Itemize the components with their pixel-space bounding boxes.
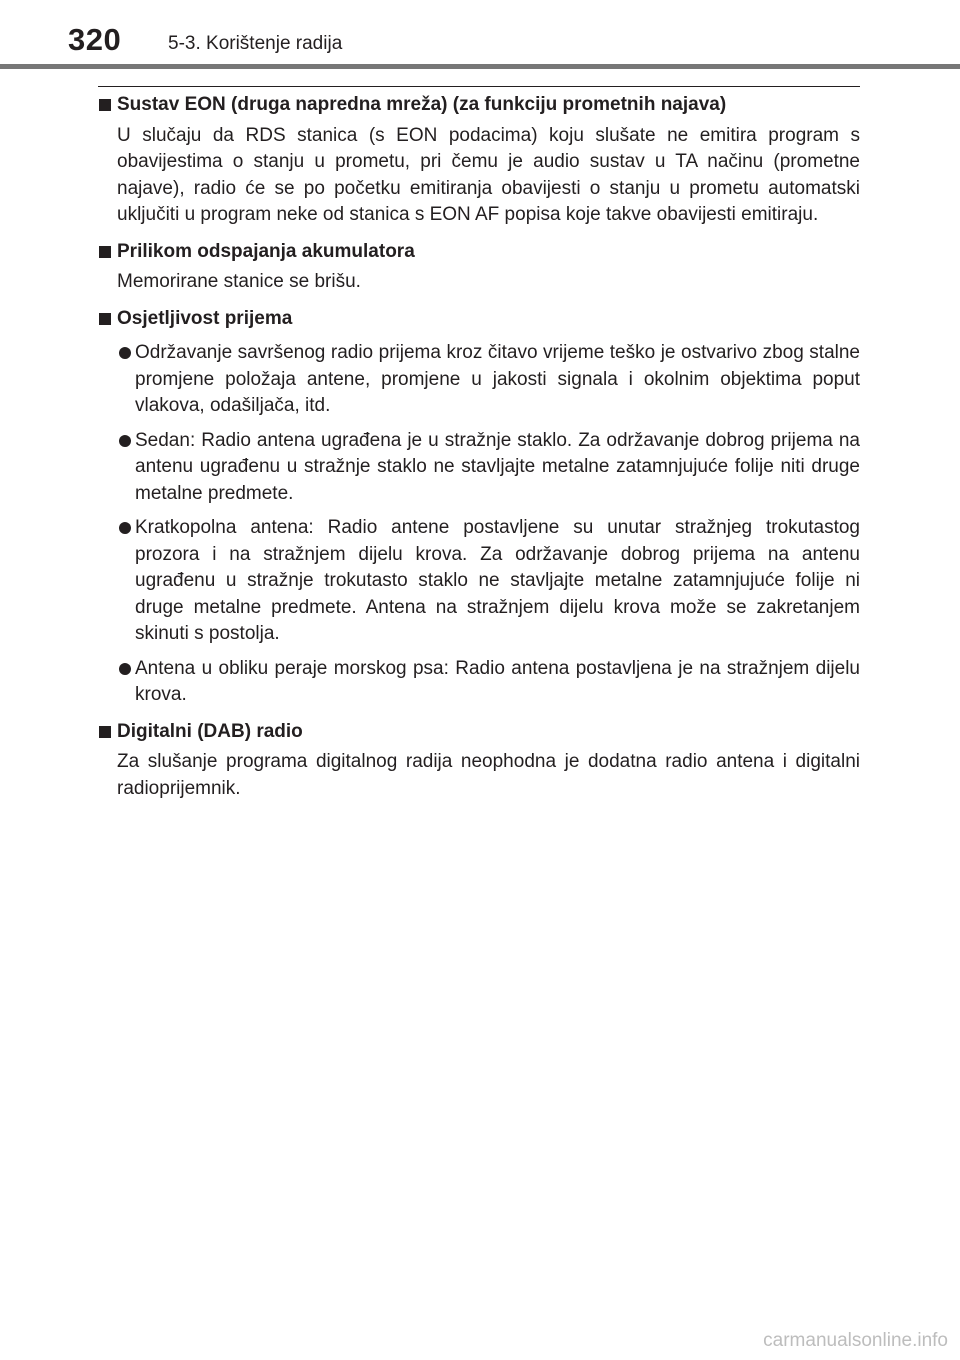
round-bullet-icon [119, 347, 131, 359]
list-item-text: Kratkopolna antena: Radio antene postavljene su unutar stražnjeg trokutastog prozora i na stražnjem dijelu krova. Za održavanje dobrog prijema na antenu ugrađenu u stražnje trokutasto staklo ne stavljajte metalne zatamnjujuće folije ni druge metalne predmete. Antena na stražnjem dijelu krova može se zakretanjem skinuti s postolja. [135, 517, 860, 644]
section-heading [98, 92, 860, 119]
square-bullet-icon [99, 246, 111, 258]
section-dab [98, 719, 860, 803]
round-bullet-icon [119, 522, 131, 534]
section-battery [98, 239, 860, 296]
page-number: 320 [68, 22, 122, 57]
section-heading [98, 306, 860, 333]
section-reception [98, 306, 860, 709]
section-title: 5-3. Korištenje radija [168, 33, 343, 54]
square-bullet-icon [99, 726, 111, 738]
list-item [98, 656, 860, 709]
list-item [98, 428, 860, 508]
section-eon [98, 92, 860, 229]
section-heading [98, 239, 860, 266]
heading-text: Digitalni (DAB) radio [117, 720, 303, 742]
heading-text: Prilikom odspajanja akumulatora [117, 240, 415, 262]
list-item [98, 515, 860, 648]
round-bullet-icon [119, 663, 131, 675]
square-bullet-icon [99, 313, 111, 325]
round-bullet-icon [119, 435, 131, 447]
section-paragraph: U slučaju da RDS stanica (s EON podacima) koju slušate ne emitira program s obavijestima o stanju u prometu, pri čemu je audio sustav u TA načinu (prometne najave), radio će se po početku emitiranja obavijesti o stanju u prometu automatski uključiti u program neke od stanica s EON AF popisa koje takve obavijesti emitiraju. [117, 124, 860, 225]
heading-text: Sustav EON (druga napredna mreža) (za funkciju prometnih najava) [117, 94, 727, 115]
header-rule [0, 64, 960, 69]
page-content [98, 92, 860, 812]
list-item [98, 340, 860, 420]
list-item-text: Održavanje savršenog radio prijema kroz čitavo vrijeme teško je ostvarivo zbog stalne promjene položaja antene, promjene u jakosti signala i okolnim objektima poput vlakova, odašiljača, itd. [135, 342, 860, 416]
heading-text: Osjetljivost prijema [117, 307, 293, 329]
section-paragraph: Za slušanje programa digitalnog radija neophodna je dodatna radio antena i digitalni radioprijemnik. [117, 751, 860, 799]
list-item-text: Antena u obliku peraje morskog psa: Radio antena postavljena je na stražnjem dijelu krova. [135, 657, 860, 705]
content-rule [98, 86, 860, 87]
square-bullet-icon [99, 99, 111, 111]
section-paragraph: Memorirane stanice se brišu. [117, 271, 361, 292]
watermark-link[interactable]: carmanualsonline.info [763, 1330, 948, 1351]
list-item-text: Sedan: Radio antena ugrađena je u stražnje staklo. Za održavanje dobrog prijema na antenu ugrađenu u stražnje staklo ne stavljajte metalne zatamnjujuće folije niti druge metalne predmete. [135, 429, 860, 504]
section-heading [98, 719, 860, 746]
